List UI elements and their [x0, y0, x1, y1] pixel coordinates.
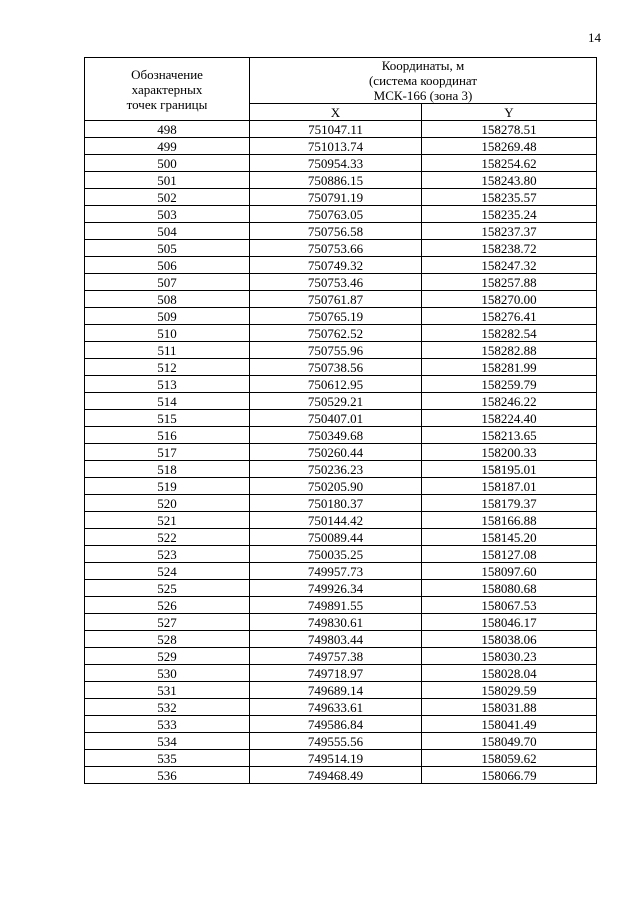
- y-coordinate-cell: 158278.51: [422, 121, 597, 138]
- point-number-cell: 535: [85, 750, 250, 767]
- y-coordinate-cell: 158257.88: [422, 274, 597, 291]
- point-number-cell: 526: [85, 597, 250, 614]
- point-number-cell: 532: [85, 699, 250, 716]
- y-coordinate-cell: 158046.17: [422, 614, 597, 631]
- header-coordinates-line: МСК-166 (зона 3): [373, 88, 473, 103]
- table-row: [85, 155, 597, 172]
- y-coordinate-cell: 158127.08: [422, 546, 597, 563]
- y-coordinate-cell: 158028.04: [422, 665, 597, 682]
- y-coordinate-cell: 158247.32: [422, 257, 597, 274]
- point-number-cell: 515: [85, 410, 250, 427]
- y-coordinate-cell: 158259.79: [422, 376, 597, 393]
- table-row: [85, 274, 597, 291]
- table-row: [85, 325, 597, 342]
- x-coordinate-cell: 749468.49: [250, 767, 422, 784]
- table-row: [85, 648, 597, 665]
- y-coordinate-cell: 158066.79: [422, 767, 597, 784]
- x-coordinate-cell: 750738.56: [250, 359, 422, 376]
- table-row: [85, 257, 597, 274]
- table-row: [85, 461, 597, 478]
- x-coordinate-cell: 749633.61: [250, 699, 422, 716]
- y-coordinate-cell: 158179.37: [422, 495, 597, 512]
- point-number-cell: 520: [85, 495, 250, 512]
- x-coordinate-cell: 750407.01: [250, 410, 422, 427]
- point-number-cell: 518: [85, 461, 250, 478]
- y-coordinate-cell: 158030.23: [422, 648, 597, 665]
- table-row: [85, 563, 597, 580]
- table-row: [85, 223, 597, 240]
- x-coordinate-cell: 751013.74: [250, 138, 422, 155]
- x-coordinate-cell: 750260.44: [250, 444, 422, 461]
- x-coordinate-cell: 749926.34: [250, 580, 422, 597]
- table-row: [85, 495, 597, 512]
- table-row: [85, 716, 597, 733]
- x-coordinate-cell: 749757.38: [250, 648, 422, 665]
- y-coordinate-cell: 158282.54: [422, 325, 597, 342]
- table-row: [85, 597, 597, 614]
- y-coordinate-cell: 158254.62: [422, 155, 597, 172]
- point-number-cell: 514: [85, 393, 250, 410]
- point-number-cell: 499: [85, 138, 250, 155]
- table-row: [85, 376, 597, 393]
- point-number-cell: 523: [85, 546, 250, 563]
- header-y: Y: [422, 104, 597, 121]
- table-row: [85, 138, 597, 155]
- y-coordinate-cell: 158097.60: [422, 563, 597, 580]
- point-number-cell: 521: [85, 512, 250, 529]
- point-number-cell: 522: [85, 529, 250, 546]
- x-coordinate-cell: 750529.21: [250, 393, 422, 410]
- x-coordinate-cell: 749891.55: [250, 597, 422, 614]
- point-number-cell: 508: [85, 291, 250, 308]
- x-coordinate-cell: 750763.05: [250, 206, 422, 223]
- x-coordinate-cell: 750765.19: [250, 308, 422, 325]
- header-coordinates-line: (система координат: [368, 73, 478, 88]
- y-coordinate-cell: 158269.48: [422, 138, 597, 155]
- table-row: [85, 546, 597, 563]
- point-number-cell: 513: [85, 376, 250, 393]
- table-row: [85, 206, 597, 223]
- point-number-cell: 506: [85, 257, 250, 274]
- table-header: [85, 58, 597, 121]
- point-number-cell: 510: [85, 325, 250, 342]
- y-coordinate-cell: 158067.53: [422, 597, 597, 614]
- point-number-cell: 500: [85, 155, 250, 172]
- table-row: [85, 393, 597, 410]
- table-row: [85, 189, 597, 206]
- point-number-cell: 516: [85, 427, 250, 444]
- x-coordinate-cell: 750180.37: [250, 495, 422, 512]
- y-coordinate-cell: 158038.06: [422, 631, 597, 648]
- point-number-cell: 512: [85, 359, 250, 376]
- x-coordinate-cell: 749514.19: [250, 750, 422, 767]
- table-row: [85, 308, 597, 325]
- table-row: [85, 631, 597, 648]
- x-coordinate-cell: 750886.15: [250, 172, 422, 189]
- point-number-cell: 501: [85, 172, 250, 189]
- point-number-cell: 528: [85, 631, 250, 648]
- table-row: [85, 291, 597, 308]
- y-coordinate-cell: 158049.70: [422, 733, 597, 750]
- table-row: [85, 410, 597, 427]
- table-row: [85, 359, 597, 376]
- header-point-label: [85, 58, 250, 121]
- point-number-cell: 511: [85, 342, 250, 359]
- y-coordinate-cell: 158276.41: [422, 308, 597, 325]
- table-row: [85, 478, 597, 495]
- point-number-cell: 505: [85, 240, 250, 257]
- y-coordinate-cell: 158080.68: [422, 580, 597, 597]
- x-coordinate-cell: 750089.44: [250, 529, 422, 546]
- point-number-cell: 509: [85, 308, 250, 325]
- y-coordinate-cell: 158235.24: [422, 206, 597, 223]
- x-coordinate-cell: 750761.87: [250, 291, 422, 308]
- point-number-cell: 531: [85, 682, 250, 699]
- table-row: [85, 444, 597, 461]
- header-coordinates: [250, 58, 597, 104]
- x-coordinate-cell: 749957.73: [250, 563, 422, 580]
- point-number-cell: 527: [85, 614, 250, 631]
- point-number-cell: 504: [85, 223, 250, 240]
- table-row: [85, 699, 597, 716]
- y-coordinate-cell: 158145.20: [422, 529, 597, 546]
- y-coordinate-cell: 158282.88: [422, 342, 597, 359]
- x-coordinate-cell: 750756.58: [250, 223, 422, 240]
- table-row: [85, 427, 597, 444]
- point-number-cell: 507: [85, 274, 250, 291]
- x-coordinate-cell: 750349.68: [250, 427, 422, 444]
- y-coordinate-cell: 158281.99: [422, 359, 597, 376]
- x-coordinate-cell: 749689.14: [250, 682, 422, 699]
- y-coordinate-cell: 158200.33: [422, 444, 597, 461]
- table-row: [85, 121, 597, 138]
- x-coordinate-cell: 750755.96: [250, 342, 422, 359]
- y-coordinate-cell: 158041.49: [422, 716, 597, 733]
- y-coordinate-cell: 158270.00: [422, 291, 597, 308]
- y-coordinate-cell: 158031.88: [422, 699, 597, 716]
- table-row: [85, 614, 597, 631]
- table-row: [85, 580, 597, 597]
- table-row: [85, 342, 597, 359]
- point-number-cell: 503: [85, 206, 250, 223]
- x-coordinate-cell: 749586.84: [250, 716, 422, 733]
- y-coordinate-cell: 158187.01: [422, 478, 597, 495]
- table-row: [85, 682, 597, 699]
- y-coordinate-cell: 158213.65: [422, 427, 597, 444]
- table-row: [85, 665, 597, 682]
- y-coordinate-cell: 158246.22: [422, 393, 597, 410]
- y-coordinate-cell: 158243.80: [422, 172, 597, 189]
- point-number-cell: 524: [85, 563, 250, 580]
- y-coordinate-cell: 158224.40: [422, 410, 597, 427]
- point-number-cell: 519: [85, 478, 250, 495]
- coordinates-table: [84, 57, 597, 784]
- point-number-cell: 530: [85, 665, 250, 682]
- header-point-label-line: точек границы: [126, 96, 208, 112]
- point-number-cell: 525: [85, 580, 250, 597]
- y-coordinate-cell: 158029.59: [422, 682, 597, 699]
- x-coordinate-cell: 749555.56: [250, 733, 422, 750]
- table-row: [85, 512, 597, 529]
- y-coordinate-cell: 158237.37: [422, 223, 597, 240]
- x-coordinate-cell: 749718.97: [250, 665, 422, 682]
- point-number-cell: 536: [85, 767, 250, 784]
- point-number-cell: 498: [85, 121, 250, 138]
- x-coordinate-cell: 750762.52: [250, 325, 422, 342]
- x-coordinate-cell: 749830.61: [250, 614, 422, 631]
- x-coordinate-cell: 750144.42: [250, 512, 422, 529]
- y-coordinate-cell: 158059.62: [422, 750, 597, 767]
- y-coordinate-cell: 158238.72: [422, 240, 597, 257]
- table-row: [85, 240, 597, 257]
- table-body: [85, 121, 597, 784]
- x-coordinate-cell: 750749.32: [250, 257, 422, 274]
- table-row: [85, 529, 597, 546]
- y-coordinate-cell: 158235.57: [422, 189, 597, 206]
- point-number-cell: 517: [85, 444, 250, 461]
- header-coordinates-line: Координаты, м: [381, 58, 465, 73]
- x-coordinate-cell: 750753.46: [250, 274, 422, 291]
- point-number-cell: 534: [85, 733, 250, 750]
- table-row: [85, 750, 597, 767]
- x-coordinate-cell: 750612.95: [250, 376, 422, 393]
- x-coordinate-cell: 750954.33: [250, 155, 422, 172]
- point-number-cell: 529: [85, 648, 250, 665]
- page-number: 14: [588, 30, 601, 45]
- x-coordinate-cell: 750205.90: [250, 478, 422, 495]
- table-row: [85, 733, 597, 750]
- x-coordinate-cell: 750753.66: [250, 240, 422, 257]
- point-number-cell: 502: [85, 189, 250, 206]
- x-coordinate-cell: 751047.11: [250, 121, 422, 138]
- point-number-cell: 533: [85, 716, 250, 733]
- table-row: [85, 767, 597, 784]
- x-coordinate-cell: 749803.44: [250, 631, 422, 648]
- x-coordinate-cell: 750791.19: [250, 189, 422, 206]
- y-coordinate-cell: 158166.88: [422, 512, 597, 529]
- header-point-label-line: характерных: [131, 81, 203, 97]
- header-point-label-line: Обозначение: [131, 66, 203, 82]
- x-coordinate-cell: 750035.25: [250, 546, 422, 563]
- x-coordinate-cell: 750236.23: [250, 461, 422, 478]
- y-coordinate-cell: 158195.01: [422, 461, 597, 478]
- header-x: X: [250, 104, 422, 121]
- table-row: [85, 172, 597, 189]
